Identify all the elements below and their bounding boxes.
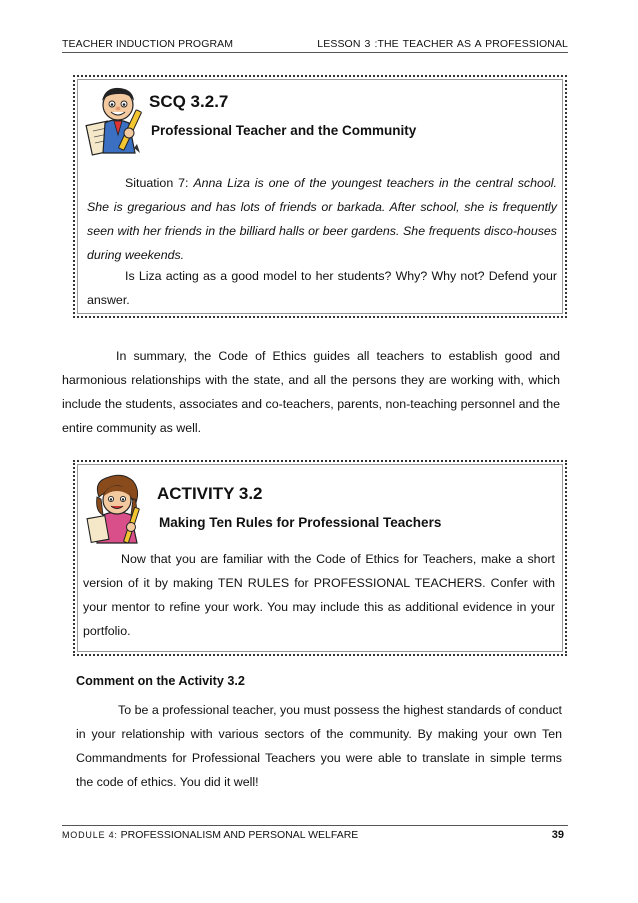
situation-text: Anna Liza is one of the youngest teachers in the central school. She is gregarious and has lots of friends or barkada. After school, she is frequently seen with her friends in the billiard halls or beer gardens. She frequents disco-houses during weekends.	[87, 176, 557, 262]
page-footer	[62, 825, 568, 841]
activity-box	[73, 460, 567, 656]
scq-question: Is Liza acting as a good model to her students? Why? Why not? Defend your answer.	[87, 269, 557, 307]
teacher-mascot-pencil-icon	[85, 83, 147, 157]
page-number: 39	[551, 829, 564, 841]
scq-box	[73, 75, 567, 318]
female-teacher-mascot-icon	[85, 471, 147, 545]
scq-situation	[87, 171, 557, 267]
header-lesson: LESSON 3 :THE TEACHER AS A PROFESSIONAL	[317, 38, 568, 50]
situation-label: Situation 7:	[125, 176, 189, 190]
comment-paragraph: To be a professional teacher, you must possess the highest standards of conduct in your relationship with various sectors of the community. By making your own Ten Commandments for Professional Teachers you were able to translate in simple terms the code of ethics. You did it well!	[76, 703, 562, 789]
footer-module-label: MODULE 4:	[62, 830, 118, 840]
footer-module-title: PROFESSIONALISM AND PERSONAL WELFARE	[120, 829, 359, 841]
scq-code: SCQ 3.2.7	[149, 92, 229, 111]
activity-title: Making Ten Rules for Professional Teachers	[159, 515, 442, 530]
scq-title: Professional Teacher and the Community	[151, 123, 417, 138]
page-header	[62, 38, 568, 53]
summary-paragraph: In summary, the Code of Ethics guides all teachers to establish good and harmonious relationships with the state, and all the persons they are working with, which include the students, associates and co-teachers, parents, non-teaching personnel and the entire community as well.	[62, 349, 560, 435]
comment-heading: Comment on the Activity 3.2	[76, 674, 245, 688]
header-program: TEACHER INDUCTION PROGRAM	[62, 38, 234, 50]
activity-code: ACTIVITY 3.2	[157, 484, 263, 503]
activity-text: Now that you are familiar with the Code of Ethics for Teachers, make a short version of it by making TEN RULES for PROFESSIONAL TEACHERS. Confer with your mentor to refine your work. You may include this as additional evidence in your portfolio.	[83, 552, 555, 638]
